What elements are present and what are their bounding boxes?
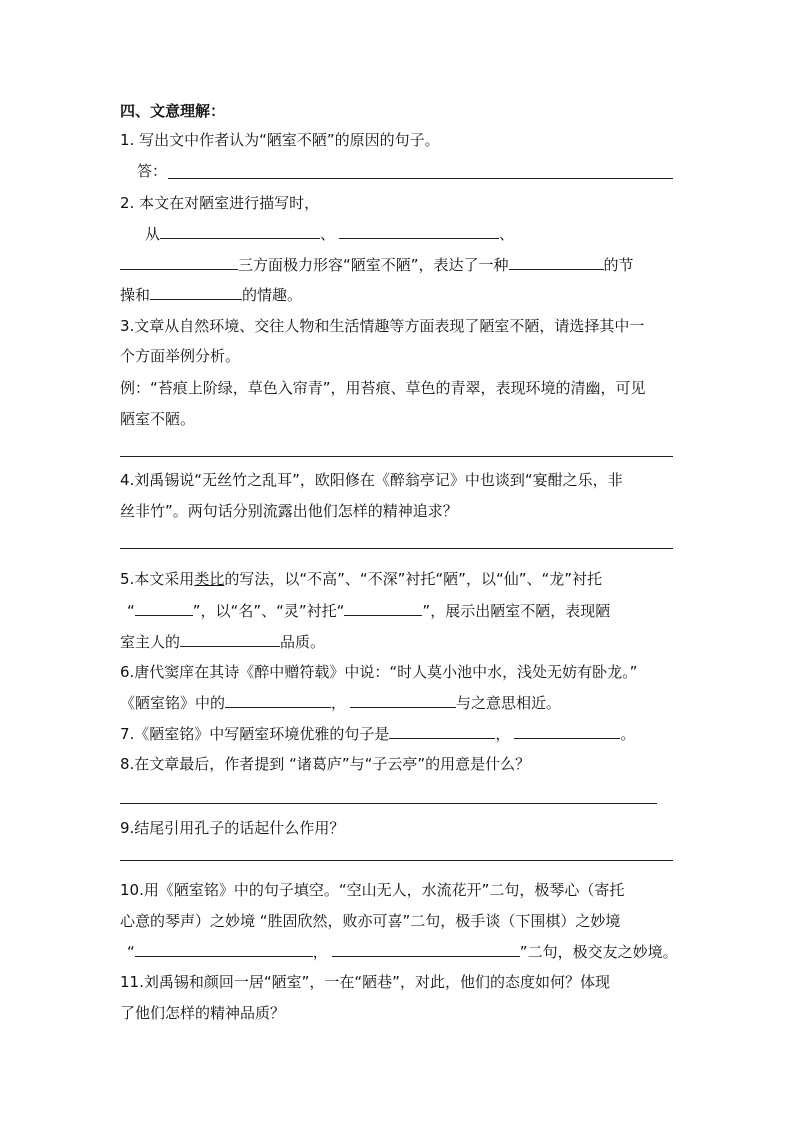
question-2: 2. 本文在对陋室进行描写时， (120, 194, 320, 212)
q5-b: 的写法，以“不高”、“不深”衬托“陋”，以“仙”、“龙”衬托 (224, 570, 603, 588)
q2-from: 从 (145, 225, 161, 243)
blank-q7-2[interactable] (514, 723, 620, 739)
question-2-line-4 (120, 284, 302, 305)
q5-d2: 品质。 (280, 633, 326, 651)
blank-q6-1[interactable] (225, 692, 331, 708)
question-2-line-3 (120, 254, 634, 275)
q10-sep: ， (312, 943, 328, 961)
answer-line-9[interactable] (120, 860, 673, 861)
blank-q2-3[interactable] (120, 254, 238, 270)
question-3-line-2: 个方面举例分析。 (120, 347, 241, 365)
answer-line-3[interactable] (120, 456, 673, 457)
blank-q5-2[interactable] (344, 600, 422, 616)
question-11-line-2: 了他们怎样的精神品质？ (120, 1004, 286, 1022)
question-10: 10.用《陋室铭》中的句子填空。“空山无人，水流花开”二句，极琴心（寄托 (120, 881, 625, 899)
blank-q2-4[interactable] (509, 254, 604, 270)
q7-a: 7.《陋室铭》中写陋室环境优雅的句子是 (120, 725, 390, 743)
section-title: 四、文意理解： (120, 102, 226, 120)
q5-d1: 室主人的 (120, 633, 181, 651)
question-4-line-2: 丝非竹”。两句话分别流露出他们怎样的精神追求？ (120, 502, 458, 520)
q5-a: 5.本文采用 (120, 570, 195, 588)
blank-q7-1[interactable] (389, 723, 495, 739)
blank-q2-2[interactable] (339, 223, 499, 239)
q5-c1: “ (127, 602, 135, 620)
q2-line4a: 操和 (120, 286, 151, 304)
question-2-line-2 (145, 223, 514, 244)
q2-sep-1: 、 (320, 225, 336, 243)
blank-q5-1[interactable] (135, 600, 193, 616)
question-10-line-3 (127, 941, 678, 962)
q7-end: 。 (620, 725, 636, 743)
q10-a: “ (127, 943, 135, 961)
question-6: 6.唐代窦庠在其诗《醉中赠符载》中说：“时人莫小池中水，浅处无妨有卧龙。” (120, 663, 638, 681)
q2-tail: 的节 (603, 256, 634, 274)
q2-line4b: 的情趣。 (242, 286, 303, 304)
question-5-line-2 (127, 600, 610, 621)
question-1: 1. 写出文中作者认为“陋室不陋”的原因的句子。 (120, 131, 440, 149)
q2-sep-2: 、 (499, 225, 515, 243)
q5-c2: ”，以“名”、“灵”衬托“ (192, 602, 345, 620)
answer-line-4[interactable] (120, 548, 673, 549)
question-3: 3.文章从自然环境、交往人物和生活情趣等方面表现了陋室不陋，请选择其中一 (120, 317, 645, 335)
blank-q10-1[interactable] (135, 941, 313, 957)
question-4: 4.刘禹锡说“无丝竹之乱耳”，欧阳修在《醉翁亭记》中也谈到“宴酣之乐，非 (120, 471, 623, 489)
q6-sep: ， (331, 694, 347, 712)
q5-c3: ”，展示出陋室不陋，表现陋 (422, 602, 611, 620)
answer-label: 答： (137, 162, 168, 180)
question-7 (120, 723, 635, 744)
answer-line-8[interactable] (120, 803, 657, 804)
answer-blank-1[interactable] (168, 178, 673, 179)
question-3-example-2: 陋室不陋。 (120, 410, 196, 428)
question-6-line-2 (120, 692, 561, 713)
question-5 (120, 569, 602, 589)
blank-q5-3[interactable] (180, 631, 280, 647)
blank-q6-2[interactable] (350, 692, 456, 708)
q6-b: 与之意思相近。 (456, 694, 562, 712)
blank-q10-2[interactable] (332, 941, 520, 957)
blank-q2-1[interactable] (160, 223, 320, 239)
q6-a: 《陋室铭》中的 (120, 694, 226, 712)
blank-q2-5[interactable] (150, 284, 242, 300)
question-8: 8.在文章最后，作者提到 “诸葛庐”与“子云亭”的用意是什么？ (120, 755, 531, 773)
question-10-line-2: 心意的琴声）之妙境 “胜固欣然，败亦可喜”二句，极手谈（下围棋）之妙境 (120, 912, 621, 930)
question-11: 11.刘禹锡和颜回一居“陋室”，一在“陋巷”，对此，他们的态度如何？体现 (120, 973, 610, 991)
question-9: 9.结尾引用孔子的话起什么作用？ (120, 819, 345, 837)
question-3-example: 例：“苔痕上阶绿，草色入帘青”，用苔痕、草色的青翠，表现环境的清幽，可见 (120, 379, 646, 397)
q2-mid: 三方面极力形容“陋室不陋”，表达了一种 (238, 256, 509, 274)
q10-b: ”二句，极交友之妙境。 (519, 943, 678, 961)
q7-sep: ， (495, 725, 511, 743)
q5-term: 类比 (194, 570, 225, 588)
question-5-line-3 (120, 631, 325, 652)
